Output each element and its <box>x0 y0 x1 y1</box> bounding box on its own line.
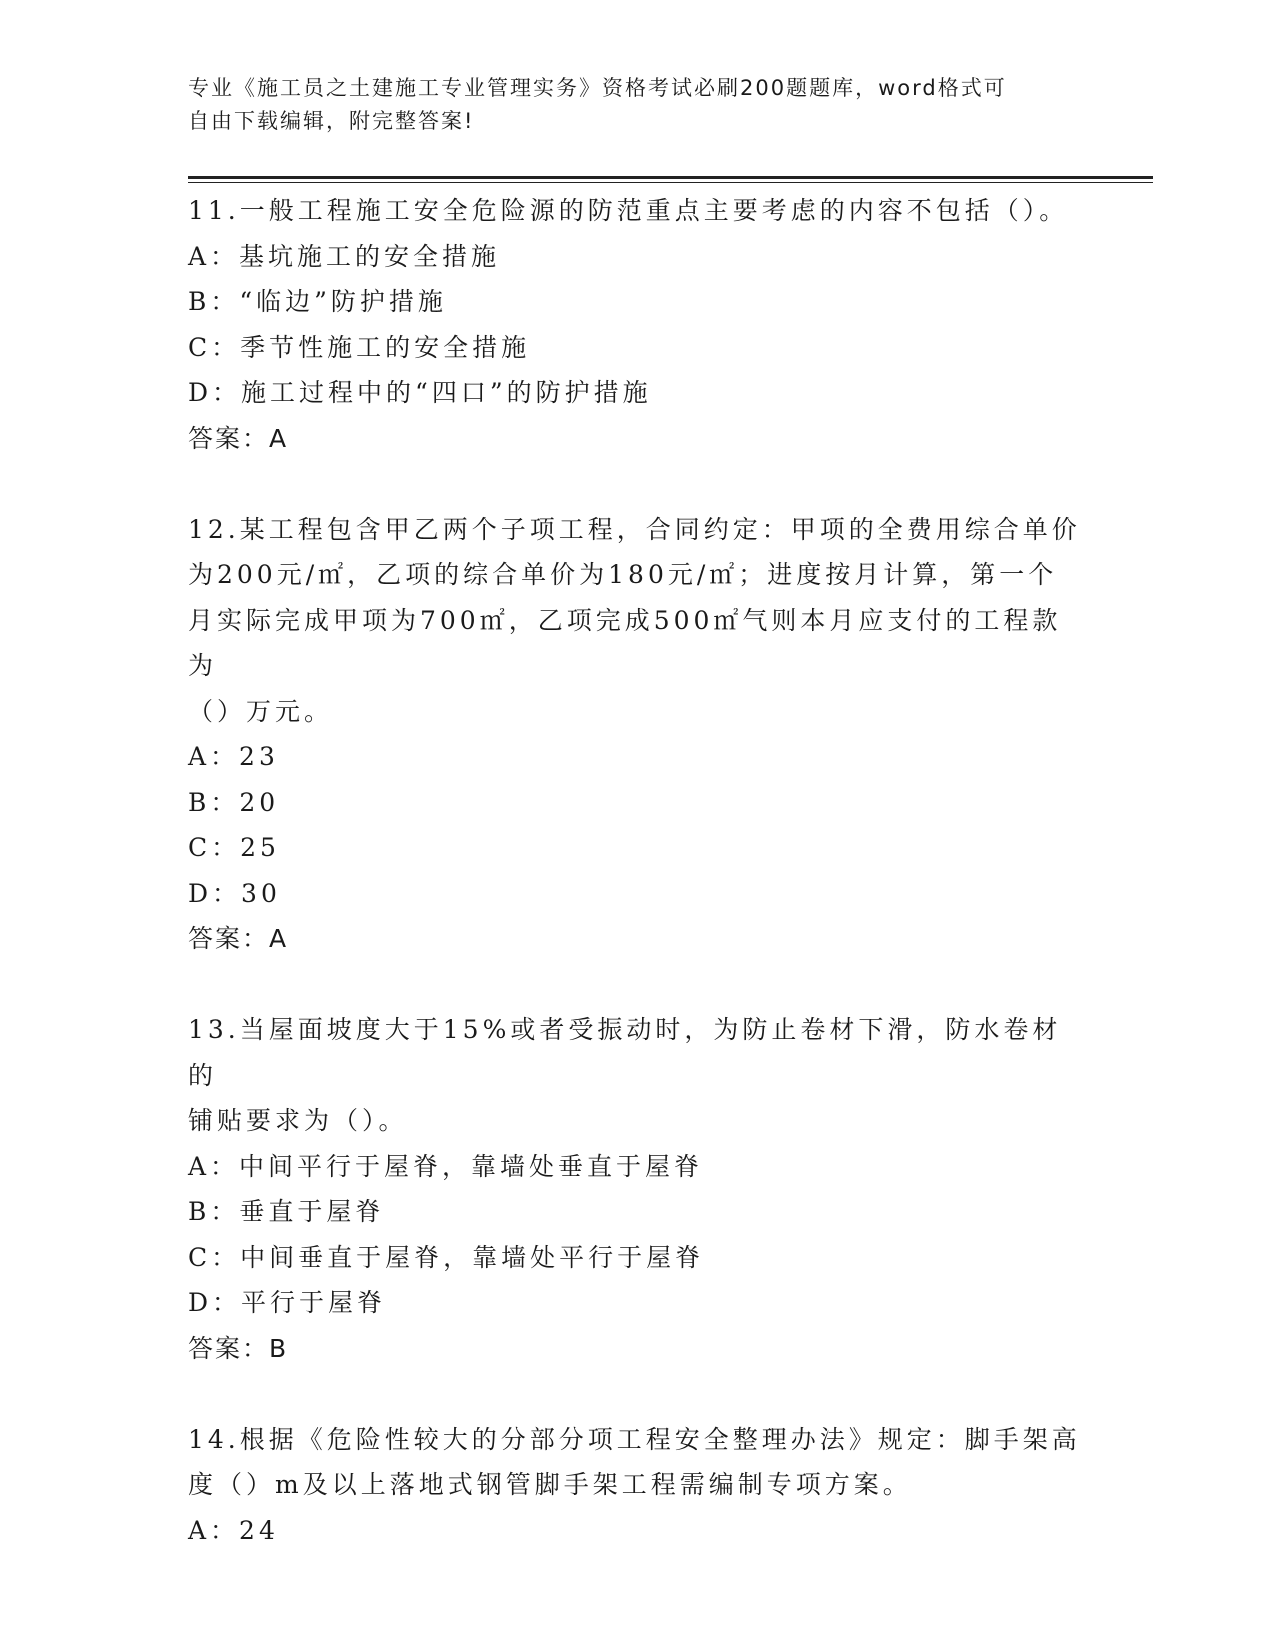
question-stem-line: 为200元/㎡，乙项的综合单价为180元/㎡；进度按月计算，第一个 <box>188 560 1058 589</box>
question-stem-line: 月实际完成甲项为700㎡，乙项完成500㎡气则本月应支付的工程款为 <box>188 605 1062 680</box>
question-stem-line: 13.当屋面坡度大于15%或者受振动时，为防止卷材下滑，防水卷材的 <box>188 1015 1062 1090</box>
question-11 <box>188 188 1088 461</box>
option-d: D：平行于屋脊 <box>188 1288 387 1317</box>
question-stem-line: 度（）m及以上落地式钢管脚手架工程需编制专项方案。 <box>188 1470 912 1499</box>
option-a: A：24 <box>188 1515 279 1545</box>
header-divider-thin <box>188 182 1153 183</box>
header-line-2: 自由下载编辑，附完整答案! <box>188 109 475 133</box>
question-stem-line: 14.根据《危险性较大的分部分项工程安全整理办法》规定：脚手架高 <box>188 1424 1081 1454</box>
option-a: A：中间平行于屋脊，靠墙处垂直于屋脊 <box>188 1151 704 1181</box>
option-c: C：25 <box>188 833 280 862</box>
question-stem-line: 铺贴要求为（）。 <box>188 1106 408 1135</box>
spacer <box>188 1371 1088 1417</box>
spacer <box>188 962 1088 1008</box>
spacer <box>188 461 1088 507</box>
question-12 <box>188 507 1088 962</box>
question-13 <box>188 1007 1088 1371</box>
option-c: C：中间垂直于屋脊，靠墙处平行于屋脊 <box>188 1242 705 1272</box>
question-stem-line: 11.一般工程施工安全危险源的防范重点主要考虑的内容不包括（）。 <box>188 196 1069 225</box>
option-b: B：“临边”防护措施 <box>188 287 447 316</box>
option-b: B：垂直于屋脊 <box>188 1197 385 1226</box>
answer-text: 答案：B <box>188 1333 289 1363</box>
answer-text: 答案：A <box>188 423 289 453</box>
option-c: C：季节性施工的安全措施 <box>188 332 531 362</box>
question-stem-line: （）万元。 <box>188 696 334 726</box>
option-a: A：23 <box>188 742 279 771</box>
question-14 <box>188 1417 1088 1554</box>
document-header <box>188 72 1068 138</box>
option-a: A：基坑施工的安全措施 <box>188 241 501 271</box>
option-b: B：20 <box>188 787 280 817</box>
option-d: D：30 <box>188 878 281 908</box>
option-d: D：施工过程中的“四口”的防护措施 <box>188 378 652 407</box>
question-list <box>188 188 1088 1553</box>
header-line-1: 专业《施工员之土建施工专业管理实务》资格考试必刷200题题库，word格式可 <box>188 76 1007 100</box>
question-stem-line: 12.某工程包含甲乙两个子项工程，合同约定：甲项的全费用综合单价 <box>188 514 1081 544</box>
answer-text: 答案：A <box>188 924 289 953</box>
header-divider-thick <box>188 176 1153 179</box>
